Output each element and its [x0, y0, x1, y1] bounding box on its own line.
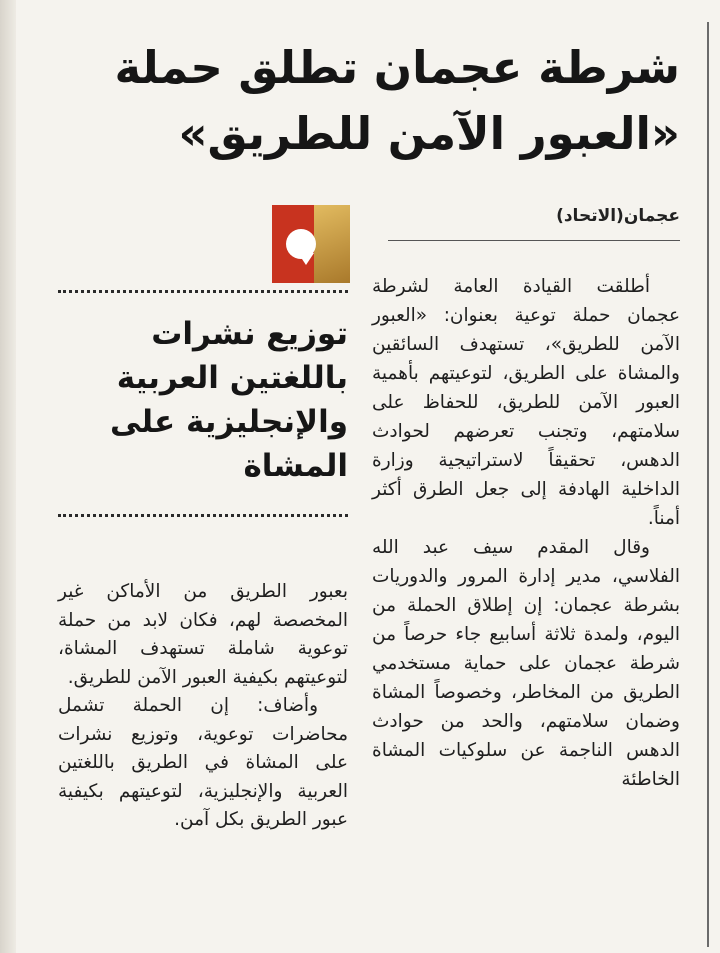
paragraph: وأضاف: إن الحملة تشمل محاضرات توعوية، وتوزيع نشرات على المشاة في الطريق باللغتين العربية والإنجليزية، لتوعيتهم بكيفية عبور الطريق بكل آمن.	[58, 695, 348, 830]
paragraph: بعبور الطريق من الأماكن غير المخصصة لهم، فكان لابد من حملة توعوية شاملة تستهدف المشاة، لتوعيتهم بكيفية العبور الآمن للطريق.	[58, 581, 348, 688]
headline-line-2: «العبور الآمن للطريق»	[178, 107, 680, 160]
logo-bubble-tail	[298, 253, 314, 265]
dotted-divider-top	[58, 290, 348, 293]
subheadline	[58, 312, 348, 488]
subhead-line-3: والإنجليزية على	[110, 404, 348, 440]
right-column	[372, 272, 680, 794]
headline	[60, 35, 680, 167]
right-frame-line	[707, 22, 709, 947]
headline-line-1: شرطة عجمان تطلق حملة	[114, 41, 680, 94]
newspaper-logo-icon	[272, 205, 350, 283]
paragraph: وقال المقدم سيف عبد الله الفلاسي، مدير إدارة المرور والدوريات بشرطة عجمان: إن إطلاق الحملة من اليوم، ولمدة ثلاثة أسابيع جاء حرصاً من شرطة عجمان على حماية مستخدمي الطريق من المخاطر، وخصوصاً المشاة وضمان سلامتهم، والحد من حوادث الدهس الناجمة عن سلوكيات المشاة الخاطئة	[372, 537, 680, 790]
paragraph: أطلقت القيادة العامة لشرطة عجمان حملة توعية بعنوان: «العبور الآمن للطريق»، تستهدف السائقين والمشاة على الطريق، لتوعيتهم بأهمية العبور الآمن للطريق، للحفاظ على سلامتهم، وتجنب تعرضهم لحوادث الدهس، تحقيقاً لاستراتيجية وزارة الداخلية الهادفة إلى جعل الطرق أكثر أمناً.	[372, 276, 680, 529]
dotted-divider-bottom	[58, 514, 348, 517]
subhead-line-4: المشاة	[243, 448, 348, 484]
byline-divider	[388, 240, 680, 241]
logo-gold-fold	[314, 205, 350, 283]
subhead-line-1: توزيع نشرات	[151, 316, 348, 352]
byline: عجمان(الاتحاد)	[556, 206, 680, 226]
subhead-line-2: باللغتين العربية	[116, 360, 348, 396]
left-column	[58, 578, 348, 835]
